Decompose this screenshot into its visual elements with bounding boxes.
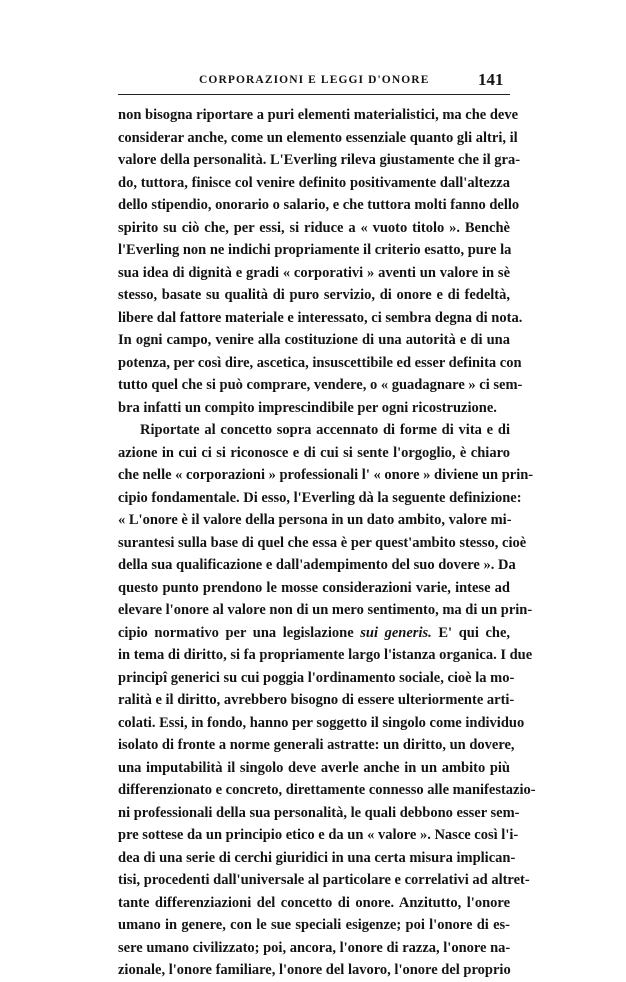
text-line-start: cipio normativo per una legislazione	[118, 624, 354, 641]
text-line: « L'onore è il valore della persona in un dato ambito, valore mi-	[118, 512, 512, 528]
text-line: ralità e il diritto, avrebbero bisogno di essere ulteriormente arti-	[118, 692, 515, 708]
text-line: pre sottese da un principio etico e da un « valore ». Nasce così l'i-	[118, 827, 519, 843]
text-line: ni professionali della sua personalità, le quali debbono esser sem-	[118, 804, 520, 821]
header-rule	[118, 94, 510, 95]
text-line: non bisogna riportare a puri elementi materialistici, ma che deve	[118, 107, 519, 123]
text-line: dea di una serie di cerchi giuridici in una certa misura implican-	[118, 849, 516, 866]
paragraph-1	[118, 104, 523, 419]
text-line: tutto quel che si può comprare, vendere, o « guadagnare » ci sem-	[118, 377, 523, 393]
text-line: libere dal fattore materiale e interessato, ci sembra degna di nota.	[118, 309, 523, 326]
body-text	[118, 104, 536, 982]
text-line: potenza, per così dire, ascetica, insuscettibile ed esser definita con	[118, 354, 522, 371]
text-line: sua idea di dignità e gradi « corporativi » aventi un valore in sè	[118, 264, 510, 281]
text-line: zionale, l'onore familiare, l'onore del lavoro, l'onore del proprio	[118, 962, 511, 978]
text-line: questo punto prendono le mosse considerazioni varie, intese ad	[118, 579, 510, 596]
text-line: che nelle « corporazioni » professionali l' « onore » diviene un prin-	[118, 467, 534, 483]
text-line: sere umano civilizzato; poi, ancora, l'onore di razza, l'onore na-	[118, 939, 511, 956]
text-line: cipio fondamentale. Di esso, l'Everling dà la seguente definizione:	[118, 489, 522, 506]
page-header	[0, 70, 626, 96]
text-line: bra infatti un compito imprescindibile per ogni ricostruzione.	[118, 399, 497, 416]
text-line: l'Everling non ne indichi propriamente il criterio esatto, pure la	[118, 242, 512, 258]
text-line: In ogni campo, venire alla costituzione di una autorità e di una	[118, 332, 510, 348]
italic-term: sui generis.	[360, 624, 432, 641]
text-line: elevare l'onore al valore non di un mero sentimento, ma di un prin-	[118, 602, 533, 618]
text-line: tante differenziazioni del concetto di onore. Anzitutto, l'onore	[118, 894, 510, 911]
text-line: isolato di fronte a norme generali astratte: un diritto, un dovere,	[118, 737, 515, 753]
text-line: stesso, basate su qualità di puro servizio, di onore e di fedeltà,	[118, 287, 510, 303]
page-number: 141	[478, 70, 504, 89]
text-line-end: E' qui che,	[438, 624, 511, 641]
text-line: surantesi sulla base di quel che essa è per quest'ambito stesso, cioè	[118, 534, 527, 551]
text-line: umano in genere, con le sue speciali esigenze; poi l'onore di es-	[118, 917, 510, 933]
text-line: una imputabilità il singolo deve averle anche in un ambito più	[118, 759, 510, 776]
text-line: azione in cui ci si riconosce e di cui si sente l'orgoglio, è chiaro	[118, 444, 510, 461]
text-line: colati. Essi, in fondo, hanno per soggetto il singolo come individuo	[118, 714, 525, 731]
text-line: tisi, procedenti dall'universale al particolare e correlativi ad altret-	[118, 872, 530, 888]
running-title: CORPORAZIONI E LEGGI D'ONORE	[199, 74, 430, 86]
paragraph-2	[118, 419, 536, 982]
text-line: della sua qualificazione e dall'adempimento del suo dovere ». Da	[118, 557, 516, 573]
text-line: considerar anche, come un elemento essenziale quanto gli altri, il	[118, 129, 518, 146]
text-line: Riportate al concetto sopra accennato di forme di vita e di	[140, 422, 510, 438]
text-line: principî generici su cui poggia l'ordinamento sociale, cioè la mo-	[118, 669, 515, 686]
text-line: in tema di diritto, si fa propriamente largo l'istanza organica. I due	[118, 647, 533, 663]
text-line: dello stipendio, onorario o salario, e che tuttora molti fanno dello	[118, 197, 520, 213]
text-line-with-italic	[118, 622, 510, 645]
text-line: valore della personalità. L'Everling rileva giustamente che il gra-	[118, 152, 521, 168]
text-line: differenzionato e concreto, direttamente connesso alle manifestazio-	[118, 782, 536, 798]
text-line: do, tuttora, finisce col venire definito positivamente dall'altezza	[118, 174, 510, 191]
text-line: spirito su ciò che, per essi, si riduce a « vuoto titolo ». Benchè	[118, 219, 510, 236]
